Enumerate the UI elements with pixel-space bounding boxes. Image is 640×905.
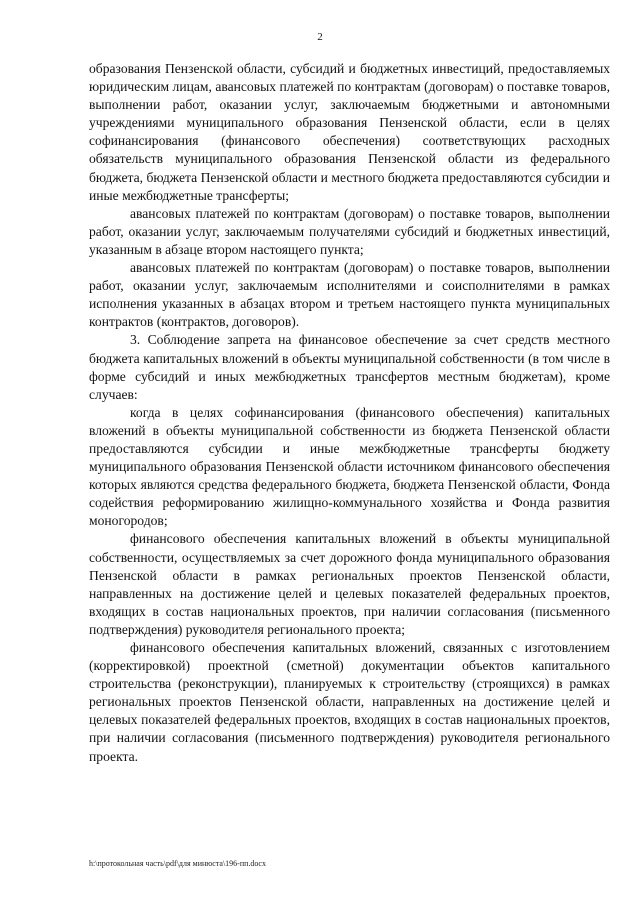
document-body <box>89 60 610 766</box>
paragraph-3: авансовых платежей по контрактам (договорам) о поставке товаров, выполнении работ, оказании услуг, заключаемым исполнителями и соисполнителями в рамках исполнения указанных в абзацах втором и третьем настоящего пункта муниципальных контрактов (контрактов, договоров). <box>89 260 610 330</box>
paragraph-2: авансовых платежей по контрактам (договорам) о поставке товаров, выполнении работ, оказании услуг, заключаемым получателями субсидий и бюджетных инвестиций, указанным в абзаце втором настоящего пункта; <box>89 205 610 257</box>
paragraph-5: когда в целях софинансирования (финансового обеспечения) капитальных вложений в объекты муниципальной собственности из бюджета Пензенской области предоставляются субсидии и иные межбюджетные трансферты бюджету муниципального образования Пензенской области источником финансового обеспечения которых являются средства федерального бюджета, бюджета Пензенской области, Фонда содействия реформированию жилищно-коммунального хозяйства и Фонда развития моногородов; <box>89 404 610 529</box>
paragraph-1: образования Пензенской области, субсидий и бюджетных инвестиций, предоставляемых юридическим лицам, авансовых платежей по контрактам (договорам) о поставке товаров, выполнении работ, оказании услуг, заключаемым бюджетными и автономными учреждениями муниципального образования Пензенской области, если в целях софинансирования (финансового обеспечения) соответствующих расходных обязательств муниципального образования Пензенской области из федерального бюджета, бюджета Пензенской области и местного бюджета предоставляются субсидии и иные межбюджетные трансферты; <box>89 61 610 203</box>
paragraph-7: финансового обеспечения капитальных вложений, связанных с изготовлением (корректировкой) проектной (сметной) документации объектов капитального строительства (реконструкции), планируемых к строительству (строящихся) в рамках региональных проектов Пензенской области, направленных на достижение целей и целевых показателей федеральных проектов, входящих в состав национальных проектов, при наличии согласования (письменного подтверждения) руководителя регионального проекта. <box>89 640 610 764</box>
paragraph-6: финансового обеспечения капитальных вложений в объекты муниципальной собственности, осуществляемых за счет дорожного фонда муниципального образования Пензенской области в рамках региональных проектов Пензенской области, направленных на достижение целей и целевых показателей федеральных проектов, входящих в состав национальных проектов, при наличии согласования (письменного подтверждения) руководителя регионального проекта; <box>89 531 610 637</box>
paragraph-4: 3. Соблюдение запрета на финансовое обеспечение за счет средств местного бюджета капитальных вложений в объекты муниципальной собственности (в том числе в форме субсидий и иных межбюджетных трансфертов местным бюджетам), кроме случаев: <box>89 332 610 402</box>
page-number: 2 <box>317 31 323 43</box>
footer-file-path: h:\протокольная часть\pdf\для минюста\196-пп.docx <box>89 859 266 868</box>
